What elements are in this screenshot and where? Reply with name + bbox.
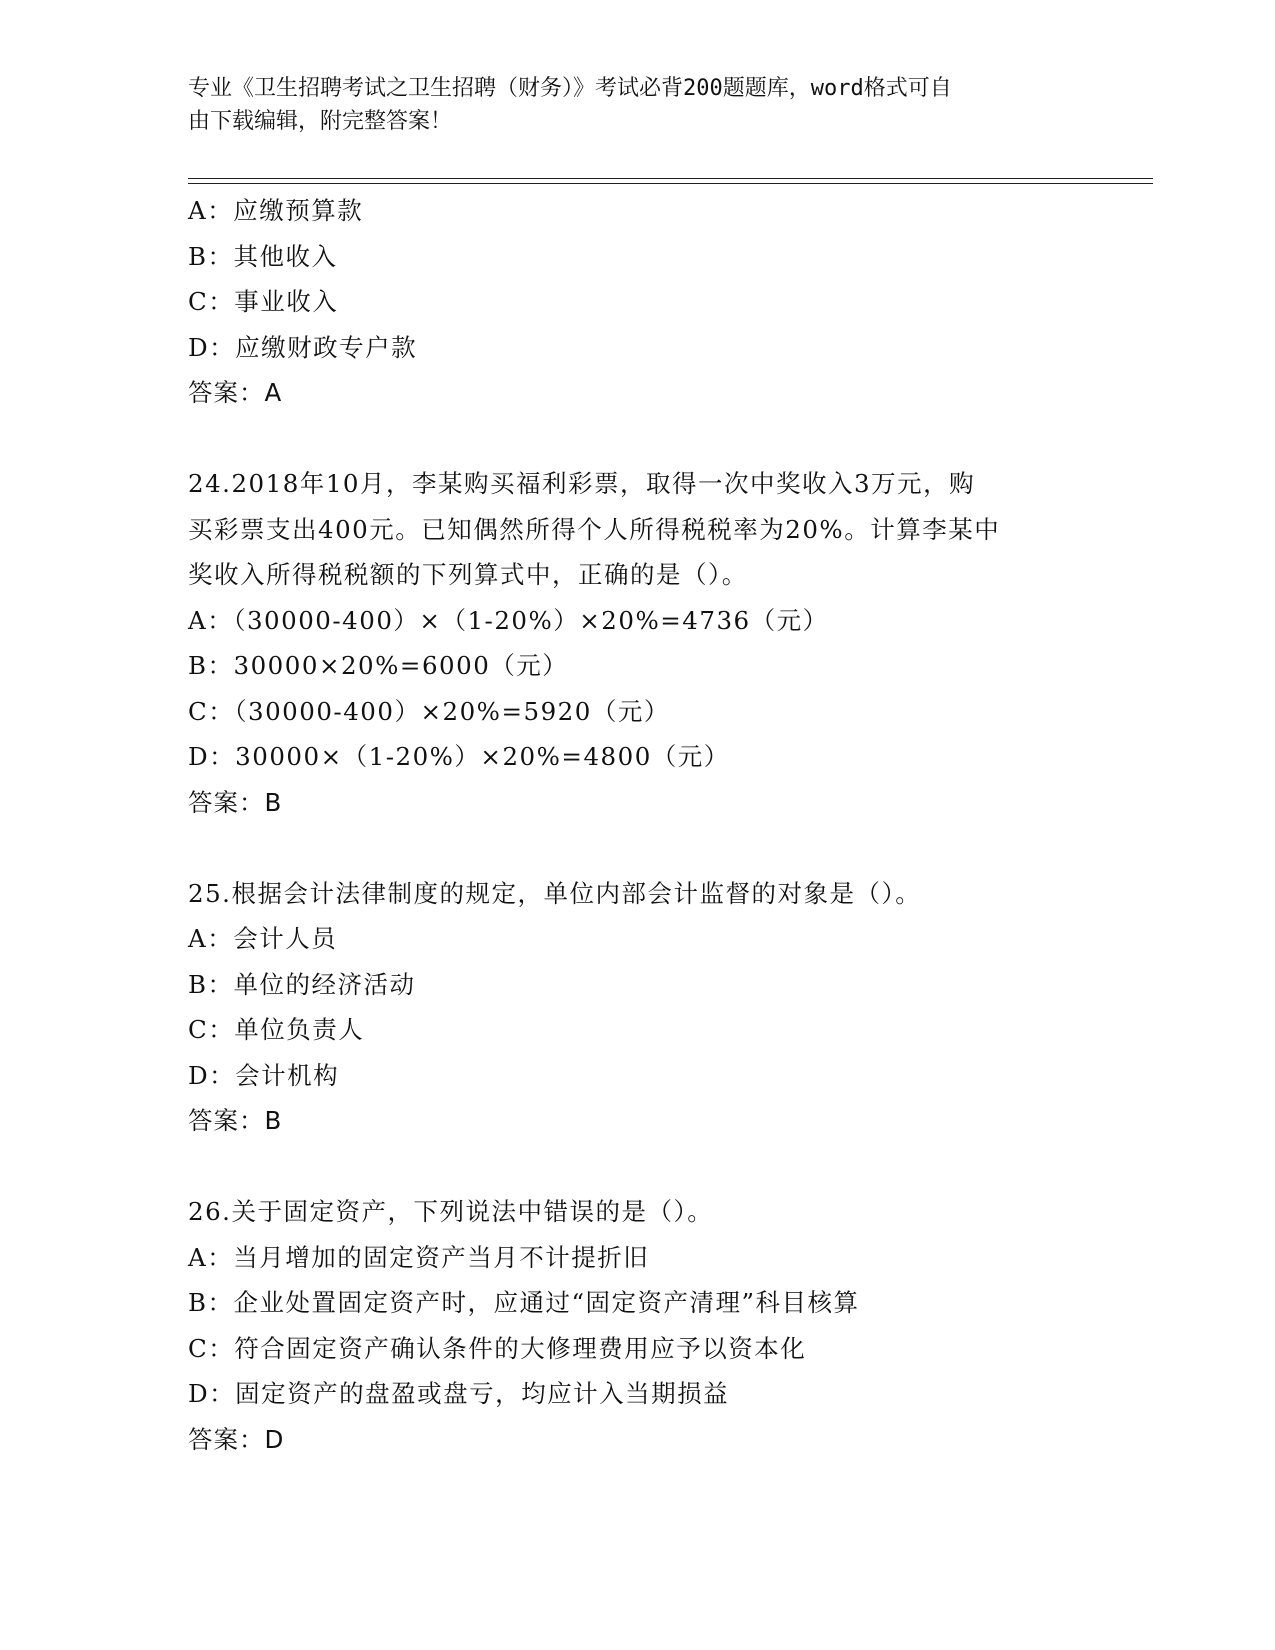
option-c: C：事业收入 [188,287,339,316]
question-list [188,188,1148,1462]
question-24 [188,461,1148,825]
option-c: C：单位负责人 [188,1015,365,1044]
question-stem-line-1: 25.根据会计法律制度的规定，单位内部会计监督的对象是（）。 [188,878,922,908]
option-d: D：固定资产的盘盈或盘亏，均应计入当期损益 [188,1379,730,1408]
spacer [188,825,1148,871]
question-stem-line-1: 24.2018年10月，李某购买福利彩票，取得一次中奖收入3万元，购 [188,469,976,498]
spacer [188,1144,1148,1190]
option-b: B：企业处置固定资产时，应通过“固定资产清理”科目核算 [188,1288,860,1317]
header-line-1: 专业《卫生招聘考试之卫生招聘（财务）》考试必背200题题库，word格式可自 [188,76,952,101]
option-b: B：30000×20%=6000（元） [188,651,569,680]
header-divider-top [188,178,1153,179]
answer: 答案：B [188,787,283,817]
question-stem-line-1: 26.关于固定资产，下列说法中错误的是（）。 [188,1197,714,1226]
option-d: D：会计机构 [188,1060,340,1090]
answer: 答案：D [188,1424,285,1454]
option-c: C：符合固定资产确认条件的大修理费用应予以资本化 [188,1333,807,1363]
question-stem-line-3: 奖收入所得税税额的下列算式中，正确的是（）。 [188,560,748,589]
spacer [188,416,1148,462]
option-d: D：30000×（1-20%）×20%=4800（元） [188,742,730,771]
option-c: C：（30000-400）×20%=5920（元） [188,696,670,726]
question-stem-line-2: 买彩票支出400元。已知偶然所得个人所得税税率为20%。计算李某中 [188,514,1001,544]
option-a: A：会计人员 [188,924,338,953]
option-a: A：当月增加的固定资产当月不计提折旧 [188,1242,650,1272]
option-a: A：应缴预算款 [188,196,364,225]
answer: 答案：B [188,1106,283,1135]
question-25 [188,871,1148,1144]
option-d: D：应缴财政专户款 [188,332,418,362]
answer: 答案：A [188,378,283,407]
option-a: A：（30000-400）×（1-20%）×20%=4736（元） [188,605,829,635]
question-26 [188,1189,1148,1462]
option-b: B：其他收入 [188,241,338,271]
header-divider-bottom [188,183,1153,184]
document-header [188,72,1088,138]
header-line-2: 由下载编辑，附完整答案！ [188,109,453,134]
option-b: B：单位的经济活动 [188,969,416,999]
question-23 [188,188,1148,416]
